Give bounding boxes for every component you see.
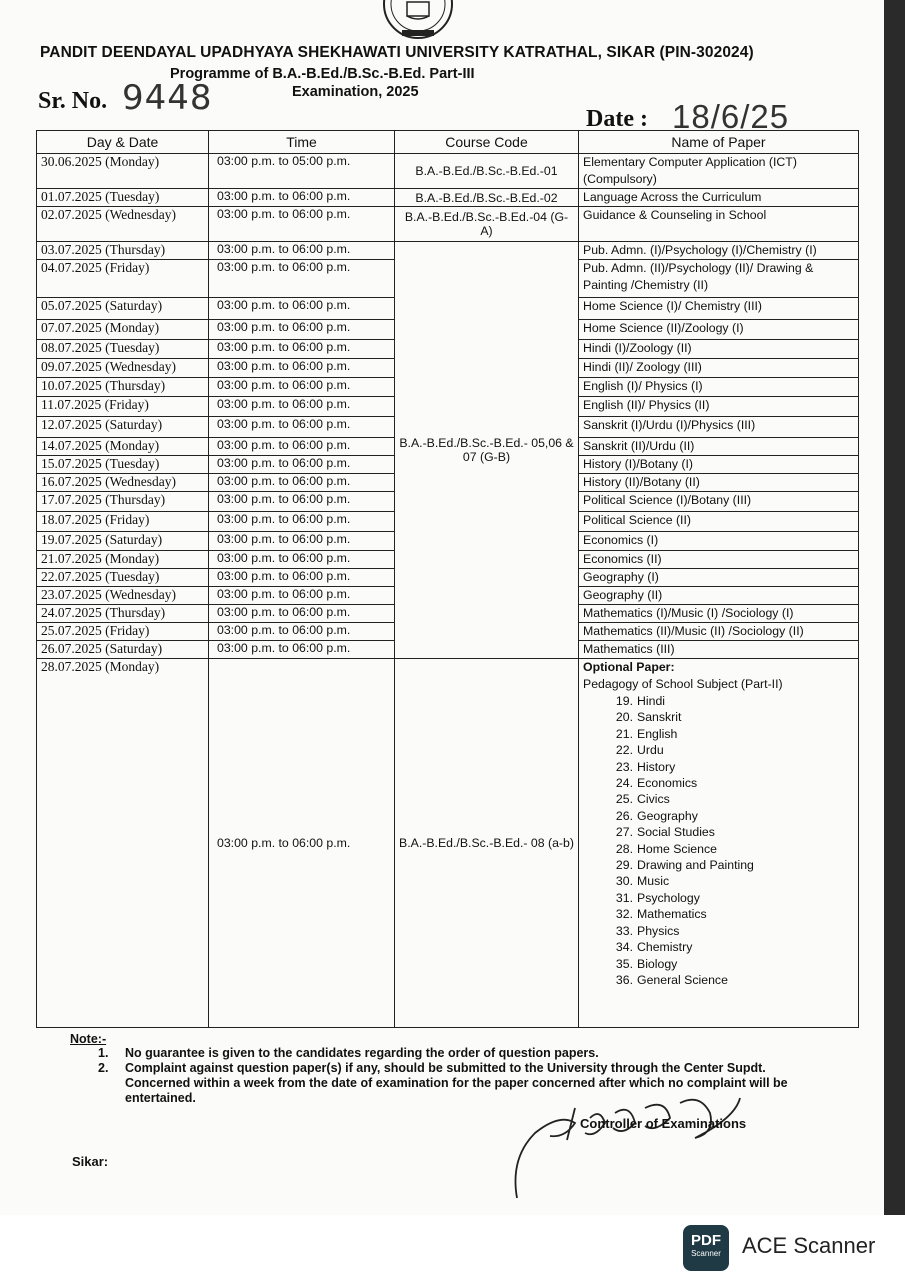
programme-title: Programme of B.A.-B.Ed./B.Sc.-B.Ed. Part-III: [170, 66, 475, 82]
table-header-row: [37, 131, 859, 154]
exam-time: 03:00 p.m. to 06:00 p.m.: [209, 605, 395, 623]
exam-day-date: 23.07.2025 (Wednesday): [37, 587, 209, 605]
exam-schedule-table: [36, 130, 859, 1028]
paper-name: Home Science (I)/ Chemistry (III): [579, 298, 859, 320]
list-item: [583, 906, 854, 922]
page-edge-shadow: [884, 0, 905, 1215]
list-item: [583, 726, 854, 742]
exam-time: 03:00 p.m. to 05:00 p.m.: [209, 154, 395, 189]
subject-name: General Science: [637, 972, 728, 987]
paper-name: Guidance & Counseling in School: [579, 207, 859, 242]
list-item: [583, 709, 854, 725]
university-emblem: [380, 0, 456, 40]
date-label: Date :: [586, 106, 648, 132]
list-item: [583, 890, 854, 906]
paper-name: Economics (II): [579, 551, 859, 569]
optional-paper-title: Optional Paper:: [583, 660, 675, 674]
exam-time: 03:00 p.m. to 06:00 p.m.: [209, 340, 395, 359]
controller-of-examinations: Controller of Examinations: [580, 1116, 747, 1131]
subject-name: Sanskrit: [637, 710, 682, 725]
paper-name: Hindi (II)/ Zoology (III): [579, 359, 859, 378]
subject-name: Civics: [637, 792, 670, 807]
subject-number: 24.: [615, 776, 633, 791]
column-header-day: Day & Date: [37, 131, 209, 154]
column-header-paper: Name of Paper: [579, 131, 859, 154]
subject-name: History: [637, 759, 676, 774]
note-item: [70, 1046, 790, 1061]
exam-day-date: 21.07.2025 (Monday): [37, 551, 209, 569]
exam-time: 03:00 p.m. to 06:00 p.m.: [209, 474, 395, 492]
university-title: PANDIT DEENDAYAL UPADHYAYA SHEKHAWATI UNIVERSITY KATRATHAL, SIKAR (PIN-302024): [40, 44, 754, 61]
exam-time: 03:00 p.m. to 06:00 p.m.: [209, 438, 395, 456]
scanner-badge-text: Scanner: [691, 1249, 721, 1258]
exam-day-date: 30.06.2025 (Monday): [37, 154, 209, 189]
table-row: [37, 154, 859, 189]
list-item: [583, 923, 854, 939]
subject-number: 32.: [615, 907, 633, 922]
paper-name: Pub. Admn. (I)/Psychology (I)/Chemistry (I): [579, 242, 859, 260]
paper-name: Mathematics (III): [579, 641, 859, 659]
column-header-code: Course Code: [395, 131, 579, 154]
list-item: [583, 775, 854, 791]
course-code: B.A.-B.Ed./B.Sc.-B.Ed.- 08 (a-b): [395, 659, 579, 1028]
list-item: [583, 791, 854, 807]
exam-day-date: 18.07.2025 (Friday): [37, 512, 209, 532]
subject-number: 33.: [615, 923, 633, 938]
column-header-time: Time: [209, 131, 395, 154]
exam-day-date: 12.07.2025 (Saturday): [37, 417, 209, 438]
subject-number: 22.: [615, 743, 633, 758]
exam-day-date: 07.07.2025 (Monday): [37, 320, 209, 340]
subject-number: 27.: [615, 825, 633, 840]
exam-time: 03:00 p.m. to 06:00 p.m.: [209, 492, 395, 512]
exam-time: 03:00 p.m. to 06:00 p.m.: [209, 623, 395, 641]
subject-name: Music: [637, 874, 670, 889]
exam-day-date: 14.07.2025 (Monday): [37, 438, 209, 456]
subject-name: Social Studies: [637, 825, 715, 840]
exam-day-date: 26.07.2025 (Saturday): [37, 641, 209, 659]
subject-name: Biology: [637, 956, 678, 971]
exam-day-date: 10.07.2025 (Thursday): [37, 378, 209, 397]
paper-name: History (II)/Botany (II): [579, 474, 859, 492]
paper-name: Geography (II): [579, 587, 859, 605]
serial-number-value: 9448: [122, 78, 213, 118]
exam-day-date: 24.07.2025 (Thursday): [37, 605, 209, 623]
exam-day-date: 11.07.2025 (Friday): [37, 397, 209, 417]
course-code: B.A.-B.Ed./B.Sc.-B.Ed.-01: [395, 154, 579, 189]
subject-number: 20.: [615, 710, 633, 725]
paper-name: Mathematics (I)/Music (I) /Sociology (I): [579, 605, 859, 623]
paper-name: Hindi (I)/Zoology (II): [579, 340, 859, 359]
paper-name: Mathematics (II)/Music (II) /Sociology (II): [579, 623, 859, 641]
list-item: [583, 873, 854, 889]
schedule-body: [37, 154, 859, 1028]
course-code: B.A.-B.Ed./B.Sc.-B.Ed.-02: [395, 189, 579, 207]
course-code: B.A.-B.Ed./B.Sc.-B.Ed.-04 (G-A): [395, 207, 579, 242]
paper-name: Home Science (II)/Zoology (I): [579, 320, 859, 340]
pdf-badge-text: PDF: [691, 1232, 721, 1249]
paper-name: History (I)/Botany (I): [579, 456, 859, 474]
subject-number: 26.: [615, 808, 633, 823]
paper-name: Pub. Admn. (II)/Psychology (II)/ Drawing & Painting /Chemistry (II): [579, 260, 859, 298]
subject-number: 35.: [615, 956, 633, 971]
note-number: 2.: [98, 1061, 109, 1075]
list-item: [583, 857, 854, 873]
exam-day-date: 04.07.2025 (Friday): [37, 260, 209, 298]
subject-number: 31.: [615, 890, 633, 905]
paper-name: Sanskrit (II)/Urdu (II): [579, 438, 859, 456]
exam-day-date: 05.07.2025 (Saturday): [37, 298, 209, 320]
subject-name: English: [637, 726, 678, 741]
exam-time: 03:00 p.m. to 06:00 p.m.: [209, 189, 395, 207]
table-row: [37, 207, 859, 242]
subject-number: 25.: [615, 792, 633, 807]
handwritten-signature: [505, 1078, 745, 1208]
note-text: No guarantee is given to the candidates regarding the order of question papers.: [125, 1046, 599, 1060]
subject-number: 36.: [615, 972, 633, 987]
exam-time: 03:00 p.m. to 06:00 p.m.: [209, 207, 395, 242]
course-code-group-b: B.A.-B.Ed./B.Sc.-B.Ed.- 05,06 & 07 (G-B): [395, 242, 579, 659]
subject-name: Physics: [637, 923, 680, 938]
list-item: [583, 841, 854, 857]
notes-heading: Note:-: [70, 1032, 107, 1046]
table-row-optional: [37, 659, 859, 1028]
subject-name: Drawing and Painting: [637, 858, 754, 873]
subject-name: Home Science: [637, 841, 717, 856]
list-item: [583, 939, 854, 955]
examination-title: Examination, 2025: [292, 84, 419, 100]
optional-paper-subtitle: Pedagogy of School Subject (Part-II): [583, 677, 783, 691]
subject-number: 21.: [615, 726, 633, 741]
subject-name: Hindi: [637, 694, 666, 708]
exam-time: 03:00 p.m. to 06:00 p.m.: [209, 378, 395, 397]
list-item: [583, 693, 854, 709]
date-value: 18/6/25: [672, 98, 790, 135]
note-number: 1.: [98, 1046, 109, 1060]
list-item: [583, 956, 854, 972]
subject-name: Urdu: [637, 743, 664, 758]
scanner-app-name: ACE Scanner: [742, 1233, 876, 1258]
note-text: Complaint against question paper(s) if any, should be submitted to the University through the Center Supdt. Concerned within a week from the date of examination for the paper concerned after which no complaint will be entertained.: [125, 1061, 788, 1105]
subject-name: Chemistry: [637, 940, 693, 955]
exam-time: 03:00 p.m. to 06:00 p.m.: [209, 417, 395, 438]
exam-time: 03:00 p.m. to 06:00 p.m.: [209, 359, 395, 378]
paper-name: Political Science (II): [579, 512, 859, 532]
paper-name: Geography (I): [579, 569, 859, 587]
paper-name: Language Across the Curriculum: [579, 189, 859, 207]
exam-time: 03:00 p.m. to 06:00 p.m.: [209, 587, 395, 605]
exam-day-date: 03.07.2025 (Thursday): [37, 242, 209, 260]
subject-name: Geography: [637, 808, 698, 823]
pedagogy-subject-list: [583, 693, 854, 988]
exam-day-date: 19.07.2025 (Saturday): [37, 532, 209, 551]
exam-day-date: 01.07.2025 (Tuesday): [37, 189, 209, 207]
subject-number: 19.: [615, 694, 633, 708]
subject-name: Psychology: [637, 890, 700, 905]
exam-time: 03:00 p.m. to 06:00 p.m.: [209, 456, 395, 474]
exam-time: 03:00 p.m. to 06:00 p.m.: [209, 659, 395, 1028]
exam-day-date: 16.07.2025 (Wednesday): [37, 474, 209, 492]
exam-time: 03:00 p.m. to 06:00 p.m.: [209, 320, 395, 340]
paper-name: Economics (I): [579, 532, 859, 551]
exam-time: 03:00 p.m. to 06:00 p.m.: [209, 551, 395, 569]
exam-day-date: 17.07.2025 (Thursday): [37, 492, 209, 512]
exam-day-date: 09.07.2025 (Wednesday): [37, 359, 209, 378]
exam-time: 03:00 p.m. to 06:00 p.m.: [209, 397, 395, 417]
subject-number: 28.: [615, 841, 633, 856]
list-item: [583, 742, 854, 758]
subject-number: 34.: [615, 940, 633, 955]
serial-number-label: Sr. No.: [38, 88, 108, 114]
paper-name: Elementary Computer Application (ICT) (Compulsory): [579, 154, 859, 189]
subject-name: Economics: [637, 776, 698, 791]
subject-number: 23.: [615, 759, 633, 774]
exam-time: 03:00 p.m. to 06:00 p.m.: [209, 242, 395, 260]
exam-day-date: 08.07.2025 (Tuesday): [37, 340, 209, 359]
table-row: [37, 242, 859, 260]
exam-time: 03:00 p.m. to 06:00 p.m.: [209, 260, 395, 298]
paper-name: English (II)/ Physics (II): [579, 397, 859, 417]
subject-name: Mathematics: [637, 907, 707, 922]
exam-day-date: 25.07.2025 (Friday): [37, 623, 209, 641]
subject-number: 30.: [615, 874, 633, 889]
pdf-scanner-logo-icon: [683, 1225, 729, 1271]
exam-time: 03:00 p.m. to 06:00 p.m.: [209, 512, 395, 532]
table-row: [37, 189, 859, 207]
exam-day-date: 28.07.2025 (Monday): [37, 659, 209, 1028]
exam-day-date: 22.07.2025 (Tuesday): [37, 569, 209, 587]
exam-day-date: 15.07.2025 (Tuesday): [37, 456, 209, 474]
exam-time: 03:00 p.m. to 06:00 p.m.: [209, 532, 395, 551]
optional-paper-cell: [579, 659, 859, 1028]
paper-name: English (I)/ Physics (I): [579, 378, 859, 397]
paper-name: Sanskrit (I)/Urdu (I)/Physics (III): [579, 417, 859, 438]
subject-number: 29.: [615, 858, 633, 873]
exam-time: 03:00 p.m. to 06:00 p.m.: [209, 298, 395, 320]
exam-time: 03:00 p.m. to 06:00 p.m.: [209, 569, 395, 587]
place-label: Sikar:: [72, 1154, 109, 1169]
exam-day-date: 02.07.2025 (Wednesday): [37, 207, 209, 242]
list-item: [583, 824, 854, 840]
exam-time: 03:00 p.m. to 06:00 p.m.: [209, 641, 395, 659]
list-item: [583, 972, 854, 988]
paper-name: Political Science (I)/Botany (III): [579, 492, 859, 512]
list-item: [583, 759, 854, 775]
list-item: [583, 808, 854, 824]
